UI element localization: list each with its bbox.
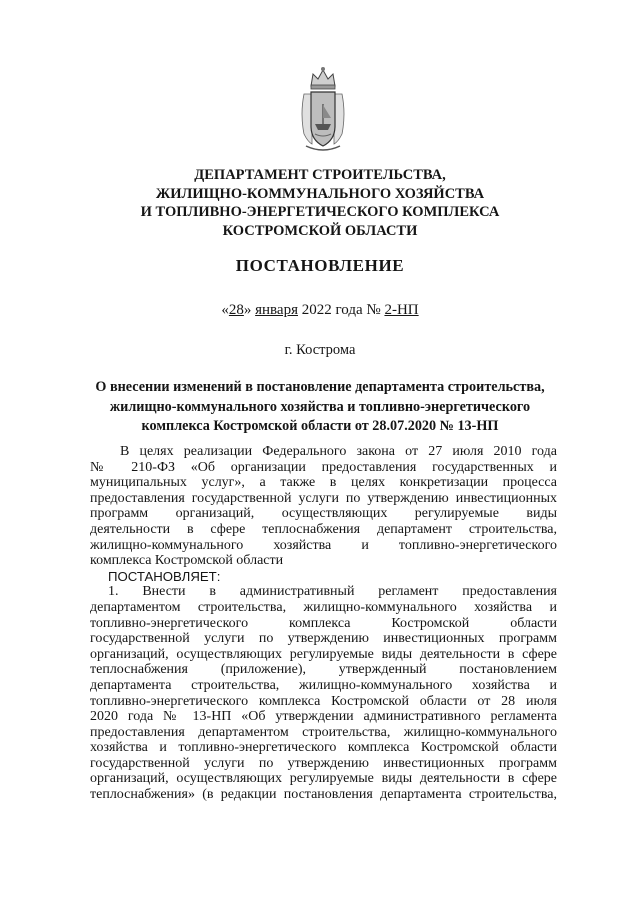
department-line-2: ЖИЛИЩНО-КОММУНАЛЬНОГО ХОЗЯЙСТВА — [155, 185, 485, 202]
date-and-number-line — [0, 302, 640, 319]
subject-line-1: О внесении изменений в постановление департамента строительства, — [95, 379, 545, 395]
body-line: организаций, осуществляющих регулируемые виды деятельности в сфере — [90, 771, 557, 787]
body-line: программ организаций, осуществляющих регулируемые виды — [90, 506, 557, 522]
body-line: деятельности в сфере теплоснабжения департамент строительства, — [90, 521, 557, 537]
date-rest: 2022 года № — [298, 302, 385, 318]
date-close-quote: » — [243, 302, 256, 318]
document-number: 2-НП — [384, 302, 419, 318]
date-open-quote: « — [221, 302, 229, 318]
body-line: хозяйства и топливно-энергетического комплекса Костромской области — [90, 740, 557, 756]
document-type-title: ПОСТАНОВЛЕНИЕ — [235, 256, 405, 275]
body-line: топливно-энергетического комплекса Костромской области — [90, 615, 557, 631]
body-line: предоставления департаментом строительства, жилищно-коммунального — [90, 724, 557, 740]
body-line: теплоснабжения» (в редакции постановления департамента строительства, — [90, 787, 557, 803]
body-line: № 210-ФЗ «Об организации предоставления государственных и — [90, 459, 557, 475]
body-line: 1. Внести в административный регламент предоставления — [108, 584, 557, 600]
resolution-word: ПОСТАНОВЛЯЕТ: — [108, 568, 221, 584]
body-line: организаций, осуществляющих регулируемые виды деятельности в сфере — [90, 646, 557, 662]
document-body — [90, 444, 557, 803]
body-line: 2020 года № 13-НП «Об утверждении административного регламента — [90, 709, 557, 725]
document-subject — [70, 378, 570, 437]
body-line: департаментом строительства, жилищно-коммунального хозяйства и — [90, 599, 557, 615]
body-line: комплекса Костромской области — [90, 553, 284, 569]
body-line: муниципальных услуг», а также в целях конкретизации процесса — [90, 475, 557, 491]
city-name: г. Кострома — [284, 342, 356, 358]
body-line: предоставления государственной услуги по утверждению инвестиционных — [90, 490, 557, 506]
department-line-1: ДЕПАРТАМЕНТ СТРОИТЕЛЬСТВА, — [194, 167, 446, 183]
department-line-3: И ТОПЛИВНО-ЭНЕРГЕТИЧЕСКОГО КОМПЛЕКСА — [140, 204, 500, 220]
body-line: государственной услуги по утверждению инвестиционных программ — [90, 755, 557, 771]
body-line: теплоснабжения (приложение), утвержденный постановлением — [90, 662, 557, 678]
department-line-4: КОСТРОМСКОЙ ОБЛАСТИ — [222, 222, 418, 239]
date-month: января — [255, 302, 298, 318]
kostroma-coat-of-arms-icon — [298, 64, 348, 154]
body-line: жилищно-коммунального хозяйства и топливно-энергетического — [90, 537, 557, 553]
department-name — [120, 166, 520, 240]
body-line: департамента строительства, жилищно-коммунального хозяйства и — [90, 677, 557, 693]
body-line: топливно-энергетического комплекса Костромской области от 28 июля — [90, 693, 557, 709]
date-day: 28 — [228, 302, 244, 318]
subject-line-3: комплекса Костромской области от 28.07.2020 № 13-НП — [141, 418, 499, 434]
body-line: В целях реализации Федерального закона от 27 июля 2010 года — [120, 444, 557, 459]
subject-line-2: жилищно-коммунального хозяйства и топливно-энергетического — [109, 398, 531, 415]
body-line: государственной услуги по утверждению инвестиционных программ — [90, 631, 557, 647]
